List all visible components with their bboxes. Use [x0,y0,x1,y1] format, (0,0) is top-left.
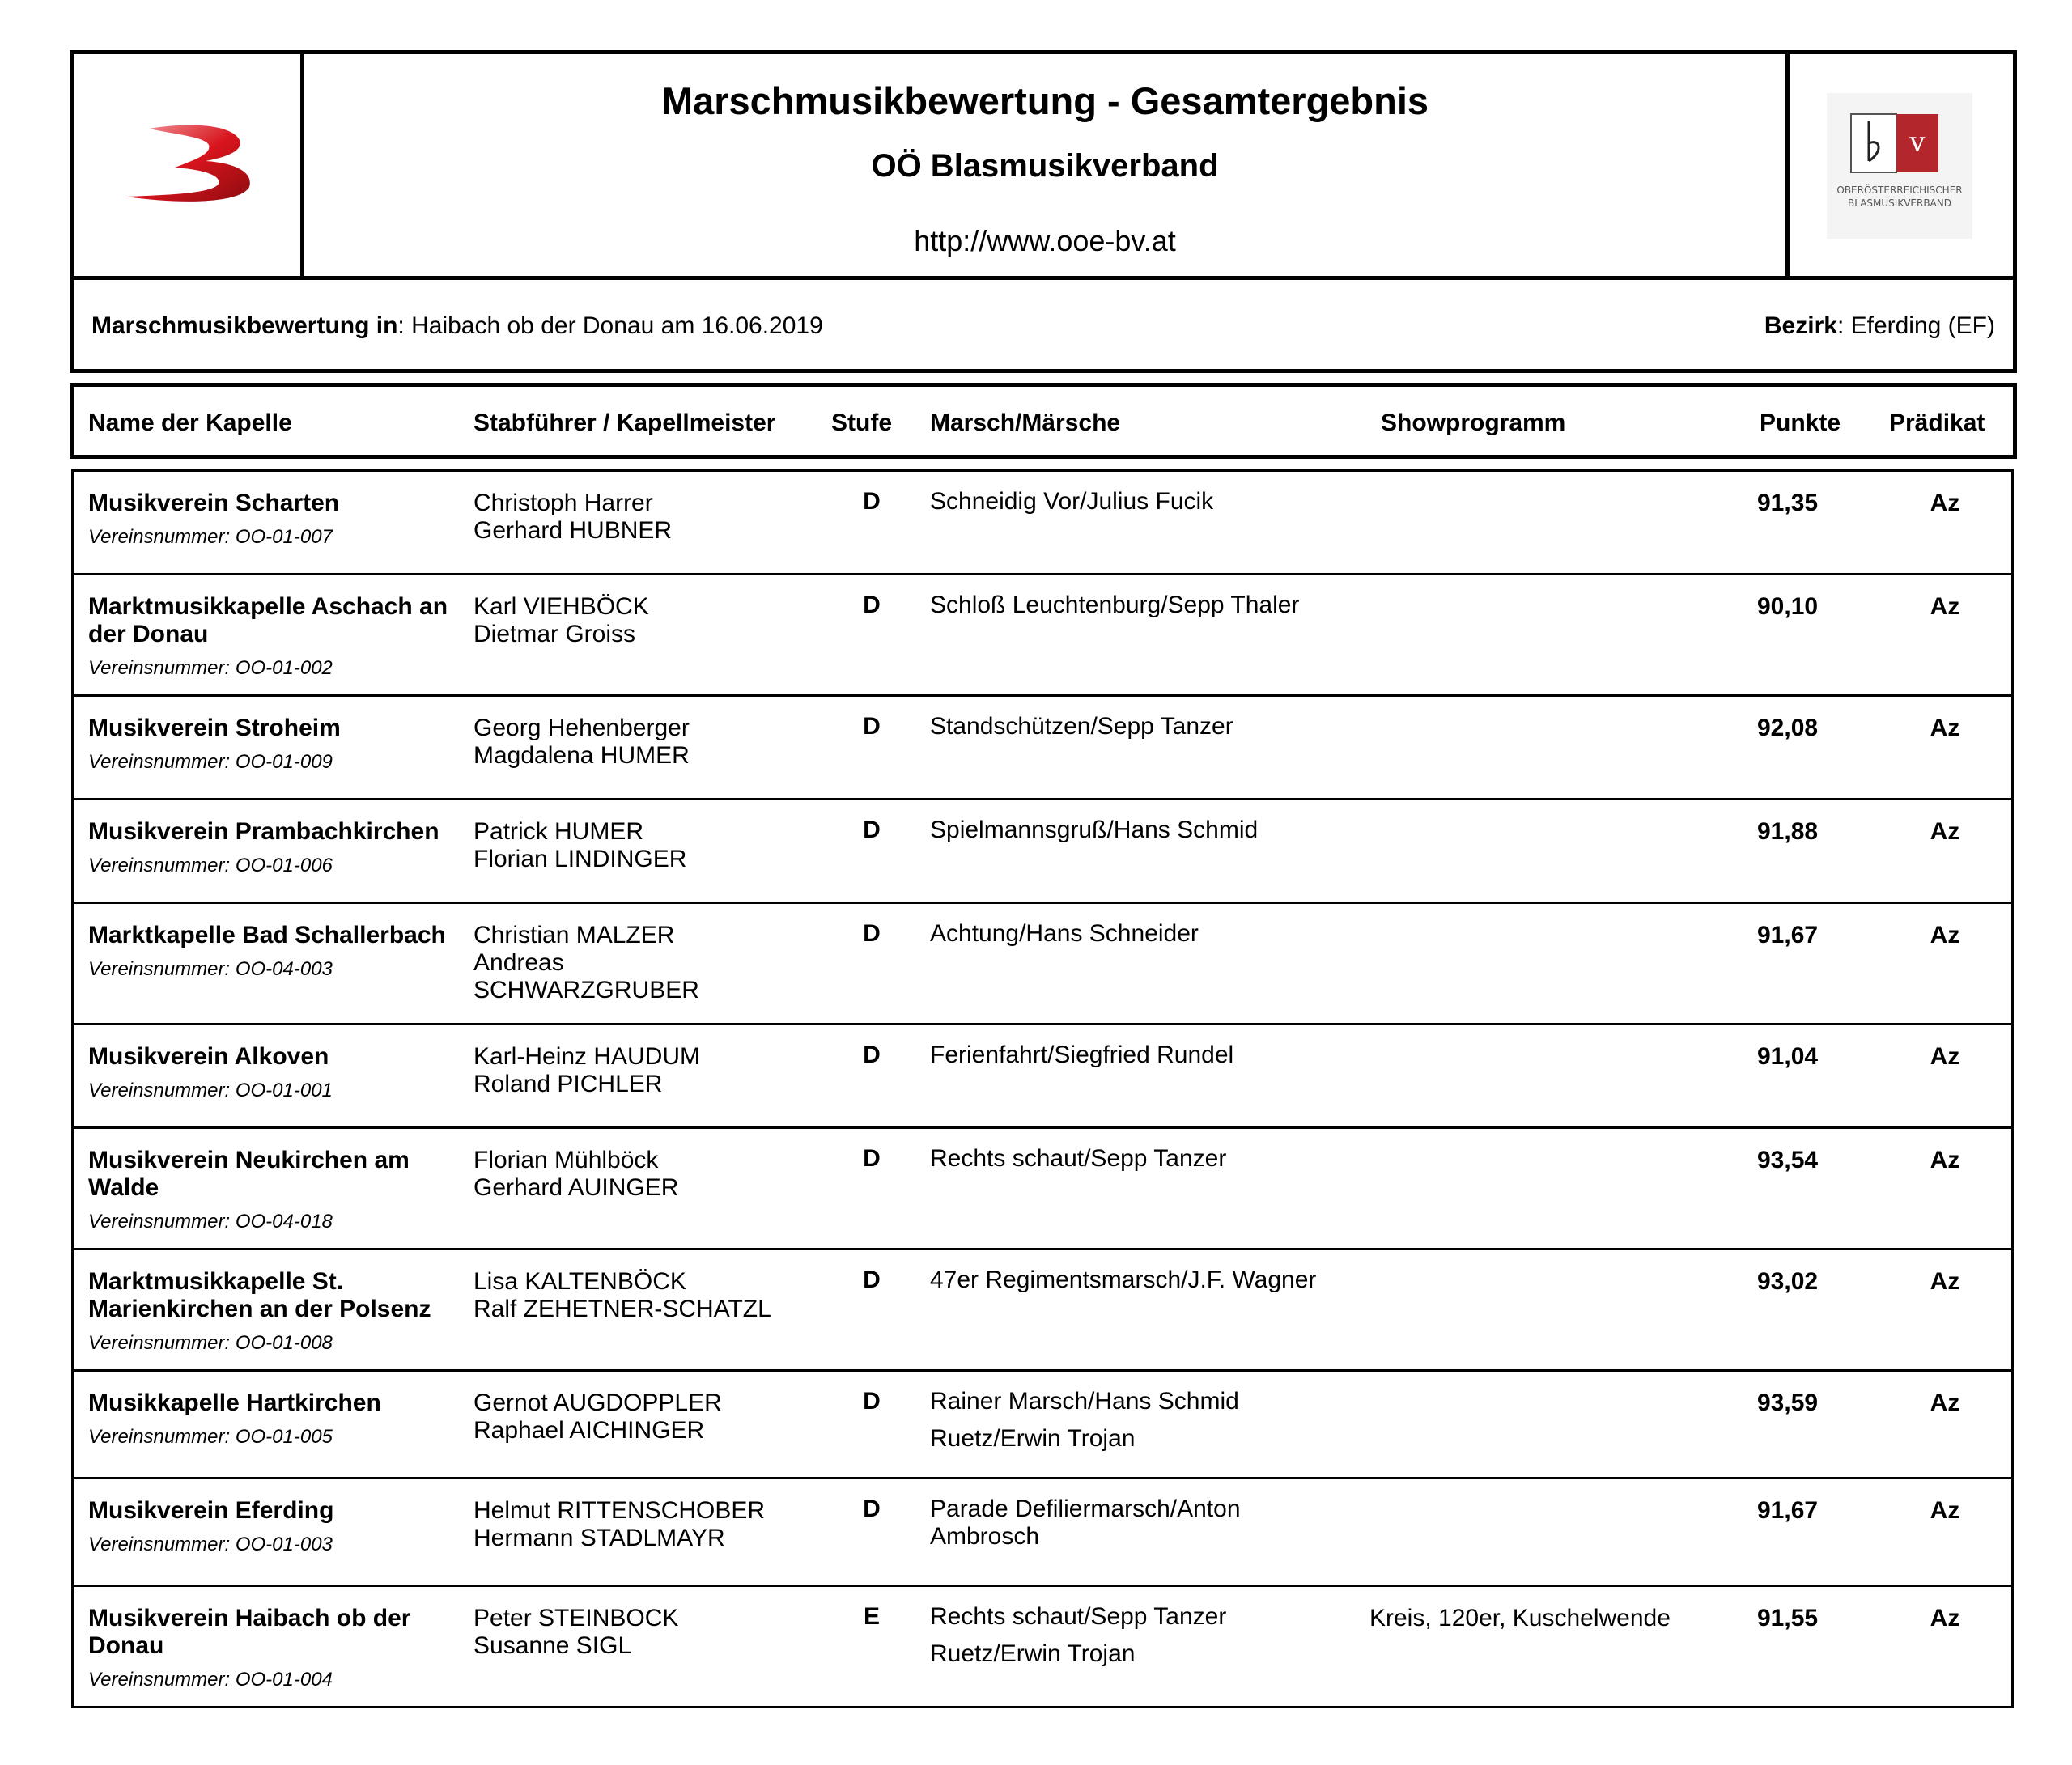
col-name: Name der Kapelle [88,409,292,436]
rating: Az [1930,1605,1960,1631]
level: D [863,1266,881,1293]
marches-cell [930,1145,1383,1173]
club-number: Vereinsnummer: OO-01-003 [88,1534,333,1555]
district-label: Bezirk [1764,312,1837,339]
march-1: Rechts schaut/Sepp Tanzer [930,1603,1227,1630]
col-marches: Marsch/Märsche [930,409,1121,436]
rating: Az [1930,818,1960,845]
marches-cell [930,488,1383,515]
table-row [71,1369,2014,1479]
points: 91,67 [1757,922,1819,948]
marches-cell [930,920,1383,948]
leaders-cell [473,1390,722,1445]
march-2: Ruetz/Erwin Trojan [930,1425,1136,1452]
march-1: Parade Defiliermarsch/Anton Ambrosch [930,1496,1241,1550]
logo-right [1827,93,1972,239]
page-subtitle: OÖ Blasmusikverband [871,148,1219,184]
march-1: Schneidig Vor/Julius Fucik [930,488,1214,515]
leaders-cell [473,1043,700,1098]
svg-text:OBERÖSTERREICHISCHER: OBERÖSTERREICHISCHER [1836,185,1963,196]
band-name: Marktmusikkapelle St. Marienkirchen an der Polsenz [88,1268,431,1322]
event-district [1764,312,1995,340]
header-divider-right [1785,54,1790,276]
column-header [70,383,2017,459]
district-value: : Eferding (EF) [1836,312,1995,339]
leader-2: Roland PICHLER [473,1071,663,1097]
march-1: Rechts schaut/Sepp Tanzer [930,1145,1227,1172]
level: D [863,1042,881,1068]
leader-1: Karl VIEHBÖCK [473,593,649,620]
level: D [863,920,881,947]
logo-left [118,119,264,208]
rating: Az [1930,922,1960,948]
band-cell [88,1390,461,1451]
band-cell [88,1268,461,1357]
rating: Az [1930,593,1960,620]
level: D [863,488,881,515]
leader-1: Karl-Heinz HAUDUM [473,1043,701,1070]
points: 91,67 [1757,1497,1819,1524]
leader-1: Gernot AUGDOPPLER [473,1390,722,1416]
band-name: Musikverein Prambachkirchen [88,818,439,845]
march-1: Spielmannsgruß/Hans Schmid [930,817,1259,843]
club-number: Vereinsnummer: OO-01-004 [88,1669,333,1691]
points: 91,35 [1757,490,1819,516]
march-1: Rainer Marsch/Hans Schmid [930,1388,1239,1415]
march-1: Achtung/Hans Schneider [930,920,1199,947]
band-cell [88,818,461,880]
level: D [863,1145,881,1172]
rating: Az [1930,1268,1960,1295]
marches-cell [930,1042,1383,1069]
band-name: Musikverein Scharten [88,490,340,516]
level: D [863,1496,881,1522]
points: 93,54 [1757,1147,1819,1173]
band-name: Musikverein Neukirchen am Walde [88,1147,410,1201]
leader-1: Christoph Harrer [473,490,653,516]
level: D [863,1388,881,1415]
leader-2: Dietmar Groiss [473,621,636,647]
band-name: Musikkapelle Hartkirchen [88,1390,381,1416]
club-number: Vereinsnummer: OO-01-001 [88,1080,333,1101]
rating: Az [1930,1390,1960,1416]
points: 90,10 [1757,593,1819,620]
points: 91,04 [1757,1043,1819,1070]
leader-2: Ralf ZEHETNER-SCHATZL [473,1296,771,1322]
band-cell [88,593,461,682]
band-cell [88,1147,461,1236]
leaders-cell [473,1497,765,1552]
header-divider-left [300,54,304,276]
leader-1: Patrick HUMER [473,818,644,845]
club-number: Vereinsnummer: OO-01-002 [88,657,333,679]
leaders-cell [473,1605,678,1660]
marches-cell [930,1388,1383,1453]
leader-2: Magdalena HUMER [473,742,690,769]
svg-text:BLASMUSIKVERBAND: BLASMUSIKVERBAND [1848,197,1951,209]
rating: Az [1930,715,1960,741]
points: 93,02 [1757,1268,1819,1295]
points: 91,55 [1757,1605,1819,1631]
band-name: Musikverein Stroheim [88,715,341,741]
club-number: Vereinsnummer: OO-01-008 [88,1332,333,1354]
table-row [71,694,2014,800]
event-label: Marschmusikbewertung in [91,312,398,339]
leader-1: Christian MALZER [473,922,675,948]
march-1: 47er Regimentsmarsch/J.F. Wagner [930,1266,1317,1293]
club-number: Vereinsnummer: OO-01-007 [88,526,333,548]
website-url[interactable]: http://www.ooe-bv.at [914,224,1176,257]
col-level: Stufe [831,409,892,436]
rating: Az [1930,1147,1960,1173]
col-rating: Prädikat [1889,409,1985,436]
leader-2: Florian LINDINGER [473,846,687,872]
svg-text:v: v [1909,126,1926,159]
table-row [71,1023,2014,1129]
march-1: Standschützen/Sepp Tanzer [930,713,1233,740]
event-location-date [91,312,823,340]
leader-2: Gerhard AUINGER [473,1174,679,1201]
leaders-cell [473,593,649,648]
table-row [71,1126,2014,1250]
rating: Az [1930,490,1960,516]
table-row [71,1248,2014,1372]
marches-cell [930,713,1383,740]
band-cell [88,715,461,776]
band-cell [88,1497,461,1559]
marches-cell [930,1266,1383,1294]
club-number: Vereinsnummer: OO-01-006 [88,855,333,876]
leader-1: Lisa KALTENBÖCK [473,1268,686,1295]
points: 91,88 [1757,818,1819,845]
leaders-cell [473,922,699,1004]
table-row [71,1585,2014,1708]
leader-1: Florian Mühlböck [473,1147,659,1173]
table-row [71,902,2014,1025]
header-box [70,50,2017,280]
rating: Az [1930,1043,1960,1070]
rating: Az [1930,1497,1960,1524]
marches-cell [930,1603,1383,1668]
band-name: Musikverein Haibach ob der Donau [88,1605,411,1659]
band-name: Marktkapelle Bad Schallerbach [88,922,446,948]
page-title: Marschmusikbewertung - Gesamtergebnis [660,79,1429,122]
club-number: Vereinsnummer: OO-01-005 [88,1426,333,1448]
marches-cell [930,817,1383,844]
table-row [71,798,2014,904]
leader-2-cont: SCHWARZGRUBER [473,977,699,1003]
col-leaders: Stabführer / Kapellmeister [473,409,776,436]
level: D [863,817,881,843]
band-cell [88,1043,461,1105]
club-number: Vereinsnummer: OO-04-003 [88,958,333,980]
leader-1: Helmut RITTENSCHOBER [473,1497,766,1524]
show-program: Kreis, 120er, Kuschelwende [1369,1605,1671,1631]
leader-1: Peter STEINBOCK [473,1605,679,1631]
leaders-cell [473,818,686,873]
points: 92,08 [1757,715,1819,741]
club-number: Vereinsnummer: OO-04-018 [88,1211,333,1233]
leader-2: Susanne SIGL [473,1632,632,1659]
leaders-cell [473,1268,771,1323]
marches-cell [930,592,1383,619]
level: D [863,713,881,740]
leader-2: Gerhard HUBNER [473,517,673,544]
event-value: : Haibach ob der Donau am 16.06.2019 [397,312,823,339]
band-cell [88,490,461,551]
band-cell [88,922,461,983]
table-row [71,469,2014,575]
level: D [863,592,881,618]
march-1: Schloß Leuchtenburg/Sepp Thaler [930,592,1300,618]
band-name: Musikverein Alkoven [88,1043,329,1070]
leader-1: Georg Hehenberger [473,715,690,741]
col-points: Punkte [1760,409,1841,436]
leader-2: Raphael AICHINGER [473,1417,705,1444]
level: E [863,1603,880,1630]
club-number: Vereinsnummer: OO-01-009 [88,751,333,773]
col-show: Showprogramm [1381,409,1566,436]
event-info-box [70,278,2017,373]
table-row [71,573,2014,697]
leader-2: Hermann STADLMAYR [473,1525,725,1551]
leaders-cell [473,490,672,545]
march-2: Ruetz/Erwin Trojan [930,1640,1136,1667]
band-cell [88,1605,461,1694]
band-name: Musikverein Eferding [88,1497,334,1524]
table-row [71,1477,2014,1587]
leaders-cell [473,1147,678,1202]
leaders-cell [473,715,690,770]
marches-cell [930,1496,1278,1551]
points: 93,59 [1757,1390,1819,1416]
march-1: Ferienfahrt/Siegfried Rundel [930,1042,1234,1068]
band-name: Marktmusikkapelle Aschach an der Donau [88,593,448,647]
leader-2: Andreas [473,949,564,976]
